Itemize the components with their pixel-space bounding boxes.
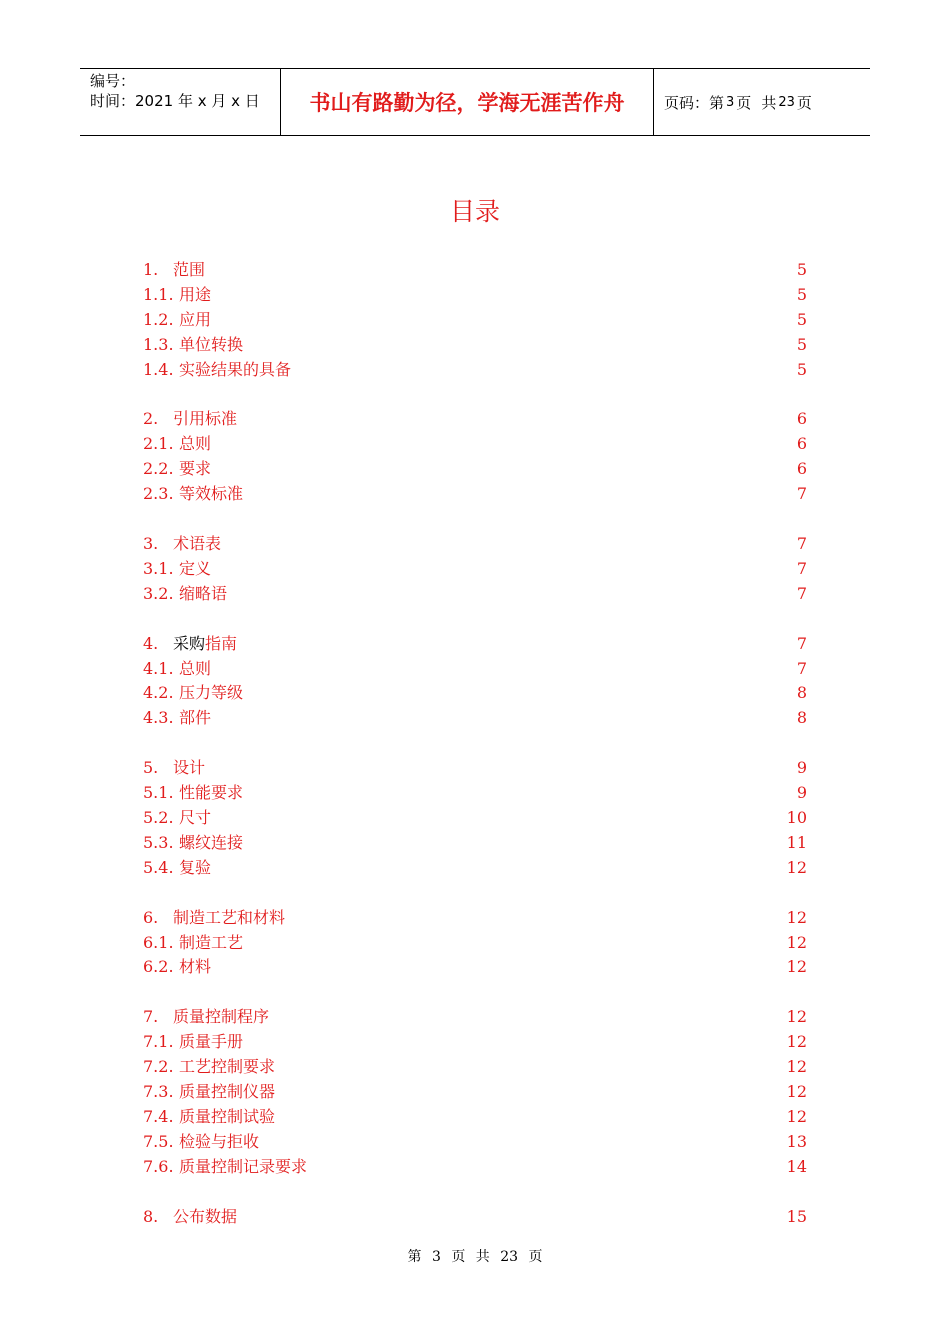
toc-entry-page: 12 (786, 1106, 807, 1126)
toc-entry-label: 复验 (179, 857, 212, 877)
toc-entry-page: 9 (796, 783, 807, 803)
toc-entry-page: 7 (796, 633, 807, 653)
header-page-mid: 页 (736, 93, 752, 112)
toc-entry[interactable] (143, 1205, 807, 1230)
toc-entry-number: 5. (143, 758, 159, 778)
toc-entry-page: 5 (796, 334, 807, 354)
header-motto-cell (281, 69, 654, 135)
toc-section (143, 632, 807, 732)
toc-entry-number: 4. (143, 633, 159, 653)
toc-entry-label: 部件 (179, 708, 212, 728)
toc-entry[interactable] (143, 931, 807, 956)
toc-entry-number: 4.3. (143, 708, 174, 728)
toc-entry[interactable] (143, 1105, 807, 1130)
toc-entry-number: 3.2. (143, 583, 174, 603)
toc-entry[interactable] (143, 756, 807, 781)
toc-entry-label: 公布数据 (173, 1206, 238, 1226)
toc-entry-page: 8 (796, 683, 807, 703)
toc-entry-number: 5.2. (143, 808, 174, 828)
toc-entry-label: 要求 (179, 459, 212, 479)
toc-entry-label: 单位转换 (179, 334, 244, 354)
toc-entry-page: 6 (796, 434, 807, 454)
toc-entry[interactable] (143, 681, 807, 706)
toc-entry-page: 15 (786, 1206, 807, 1226)
toc-entry-label: 范围 (173, 260, 206, 279)
toc-entry-page: 5 (796, 260, 807, 279)
toc-entry-label: 质量控制程序 (173, 1007, 270, 1027)
toc-entry-label: 指南 (205, 633, 238, 653)
document-header (80, 68, 870, 136)
toc-entry[interactable] (143, 657, 807, 682)
toc-entry-number: 7.2. (143, 1057, 174, 1077)
toc-entry-page: 9 (796, 758, 807, 778)
toc-entry-number: 8. (143, 1206, 159, 1226)
toc-entry-number: 2.1. (143, 434, 174, 454)
toc-entry-number: 5.1. (143, 783, 174, 803)
toc-entry-label: 质量手册 (179, 1032, 244, 1052)
toc-entry-number: 7.5. (143, 1131, 174, 1151)
toc-entry-label: 定义 (179, 558, 212, 578)
toc-entry[interactable] (143, 582, 807, 607)
footer-mid: 页 (451, 1249, 466, 1265)
footer-prefix: 第 (407, 1249, 422, 1265)
toc-entry[interactable] (143, 333, 807, 358)
footer-total-pages: 23 (500, 1249, 519, 1265)
toc-entry-number: 3. (143, 534, 159, 554)
toc-entry-page: 12 (786, 907, 807, 927)
toc-entry-number: 2.3. (143, 484, 174, 504)
toc-entry-page: 7 (796, 658, 807, 678)
toc-entry[interactable] (143, 955, 807, 980)
toc-entry-number: 7. (143, 1007, 159, 1027)
toc-entry-page: 10 (786, 808, 807, 828)
toc-entry[interactable] (143, 706, 807, 731)
toc-entry-number: 1.4. (143, 359, 174, 379)
table-of-contents (143, 258, 807, 1255)
toc-entry-label: 用途 (179, 284, 212, 304)
toc-entry[interactable] (143, 831, 807, 856)
toc-entry-label: 引用标准 (173, 409, 238, 429)
toc-entry-label: 总则 (179, 658, 212, 678)
toc-entry-page: 12 (786, 932, 807, 952)
header-page-total-prefix: 共 (761, 93, 777, 112)
toc-entry[interactable] (143, 906, 807, 931)
toc-entry[interactable] (143, 856, 807, 881)
toc-section (143, 532, 807, 607)
toc-section (143, 1205, 807, 1230)
toc-entry[interactable] (143, 358, 807, 383)
toc-entry-label: 质量控制记录要求 (179, 1156, 308, 1176)
toc-entry-number: 4.1. (143, 658, 174, 678)
footer-current-page: 3 (431, 1249, 441, 1265)
toc-section (143, 407, 807, 507)
toc-section (143, 258, 807, 382)
toc-entry-number: 2.2. (143, 459, 174, 479)
toc-entry-label: 等效标准 (179, 484, 244, 504)
toc-entry[interactable] (143, 308, 807, 333)
toc-entry-label: 质量控制仪器 (179, 1082, 276, 1102)
toc-entry-page: 8 (796, 708, 807, 728)
toc-entry[interactable] (143, 407, 807, 432)
toc-entry-page: 12 (786, 1082, 807, 1102)
toc-entry-page: 6 (796, 409, 807, 429)
toc-entry-number: 1.1. (143, 284, 174, 304)
toc-entry[interactable] (143, 1130, 807, 1155)
header-motto: 书山有路勤为径，学海无涯苦作舟 (309, 91, 625, 115)
toc-entry-label: 材料 (179, 957, 212, 977)
toc-entry-number: 5.4. (143, 857, 174, 877)
toc-entry-number: 1.3. (143, 334, 174, 354)
toc-entry[interactable] (143, 1030, 807, 1055)
toc-entry[interactable] (143, 557, 807, 582)
toc-entry-label: 术语表 (173, 534, 222, 554)
toc-entry-label: 螺纹连接 (179, 832, 244, 852)
toc-entry-page: 5 (796, 309, 807, 329)
toc-entry-page: 13 (786, 1131, 807, 1151)
header-page-prefix: 页码：第 (664, 93, 725, 112)
footer-total-prefix: 共 (475, 1249, 490, 1265)
toc-entry-number: 1. (143, 260, 159, 279)
toc-entry-label: 压力等级 (179, 683, 244, 703)
toc-entry-label: 应用 (179, 309, 212, 329)
toc-entry[interactable] (143, 781, 807, 806)
toc-entry-number: 2. (143, 409, 159, 429)
header-page-cell (654, 69, 870, 135)
toc-entry-label: 制造工艺 (179, 932, 244, 952)
toc-entry-page: 12 (786, 1057, 807, 1077)
toc-entry-page: 12 (786, 1007, 807, 1027)
toc-entry-label: 工艺控制要求 (179, 1057, 276, 1077)
toc-entry[interactable] (143, 432, 807, 457)
toc-entry-number: 6.1. (143, 932, 174, 952)
toc-entry-label: 实验结果的具备 (179, 359, 292, 379)
toc-section (143, 906, 807, 981)
toc-entry-number: 3.1. (143, 558, 174, 578)
toc-entry-page: 7 (796, 534, 807, 554)
toc-entry-number: 1.2. (143, 309, 174, 329)
toc-entry-number: 7.4. (143, 1106, 174, 1126)
document-time-label: 时间：2021 年 x 月 x 日 (90, 92, 260, 110)
toc-entry-number: 6. (143, 907, 159, 927)
toc-entry-number: 7.1. (143, 1032, 174, 1052)
toc-entry[interactable] (143, 1155, 807, 1180)
toc-entry-number: 7.6. (143, 1156, 174, 1176)
toc-section (143, 1005, 807, 1179)
toc-entry-number: 4.2. (143, 683, 174, 703)
header-page-current: 3 (726, 94, 735, 110)
footer-suffix: 页 (528, 1249, 543, 1265)
toc-entry[interactable] (143, 258, 807, 283)
toc-entry-label: 制造工艺和材料 (173, 907, 286, 927)
toc-entry-page: 6 (796, 459, 807, 479)
toc-entry-page: 7 (796, 484, 807, 504)
header-page-suffix: 页 (796, 93, 812, 112)
toc-entry-page: 12 (786, 957, 807, 977)
toc-title: 目录 (449, 197, 500, 226)
header-info-cell (80, 69, 281, 135)
toc-entry[interactable] (143, 632, 807, 657)
toc-entry-page: 5 (796, 284, 807, 304)
toc-entry-number: 6.2. (143, 957, 174, 977)
toc-entry-label: 设计 (173, 758, 206, 778)
toc-entry[interactable] (143, 806, 807, 831)
toc-entry[interactable] (143, 457, 807, 482)
toc-entry[interactable] (143, 283, 807, 308)
toc-entry-page: 7 (796, 583, 807, 603)
toc-entry-page: 5 (796, 359, 807, 379)
toc-entry[interactable] (143, 1080, 807, 1105)
toc-entry[interactable] (143, 1055, 807, 1080)
toc-entry-page: 14 (786, 1156, 807, 1176)
toc-entry-label: 缩略语 (179, 583, 228, 603)
toc-entry-label-prefix: 采购 (173, 633, 206, 653)
toc-entry[interactable] (143, 1005, 807, 1030)
toc-section (143, 756, 807, 880)
toc-entry-number: 7.3. (143, 1082, 174, 1102)
toc-entry-label: 质量控制试验 (179, 1106, 276, 1126)
toc-entry[interactable] (143, 532, 807, 557)
toc-entry-page: 7 (796, 558, 807, 578)
page-footer (0, 1246, 950, 1266)
toc-entry-label: 尺寸 (179, 808, 212, 828)
toc-entry-label: 检验与拒收 (179, 1131, 260, 1151)
toc-entry-number: 5.3. (143, 832, 174, 852)
toc-entry-page: 11 (786, 832, 807, 852)
toc-entry[interactable] (143, 482, 807, 507)
toc-entry-page: 12 (786, 857, 807, 877)
header-page-total: 23 (778, 94, 795, 110)
document-number-label: 编号： (90, 72, 136, 90)
toc-entry-label: 性能要求 (179, 783, 244, 803)
toc-entry-label: 总则 (179, 434, 212, 454)
toc-entry-page: 12 (786, 1032, 807, 1052)
